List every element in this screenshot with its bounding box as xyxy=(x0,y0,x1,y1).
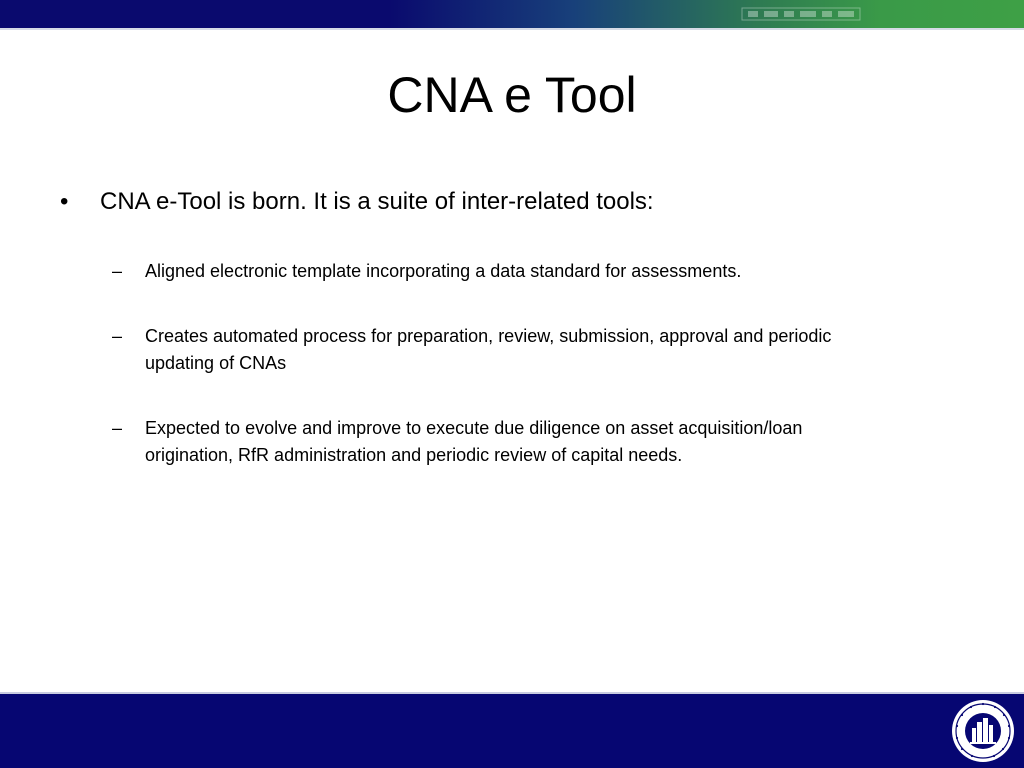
sub-bullet-item xyxy=(60,415,885,469)
sub-bullet-text: Aligned electronic template incorporating a data standard for assessments. xyxy=(145,261,742,281)
sub-bullet-marker: – xyxy=(112,418,123,438)
bullet-marker: • xyxy=(60,188,69,215)
slide-content xyxy=(60,186,920,507)
banner-watermark-icon xyxy=(740,5,862,23)
top-banner-divider xyxy=(0,28,1024,30)
sub-bullet-marker: – xyxy=(112,326,123,346)
hud-seal-icon xyxy=(950,698,1016,764)
bullet-item xyxy=(60,186,920,218)
sub-bullet-marker: – xyxy=(112,261,123,281)
sub-bullet-item xyxy=(60,323,885,377)
bullet-text: CNA e-Tool is born. It is a suite of inter-related tools: xyxy=(100,188,654,215)
top-banner xyxy=(0,0,1024,28)
sub-bullet-text: Expected to evolve and improve to execute due diligence on asset acquisition/loan origination, RfR administration and periodic review of capital needs. xyxy=(145,418,803,465)
sub-bullet-text: Creates automated process for preparation, review, submission, approval and periodic updating of CNAs xyxy=(145,326,832,373)
slide-title: CNA e Tool xyxy=(387,67,637,123)
bottom-banner xyxy=(0,694,1024,768)
sub-bullet-item xyxy=(60,258,885,285)
sub-bullet-list xyxy=(60,258,920,469)
